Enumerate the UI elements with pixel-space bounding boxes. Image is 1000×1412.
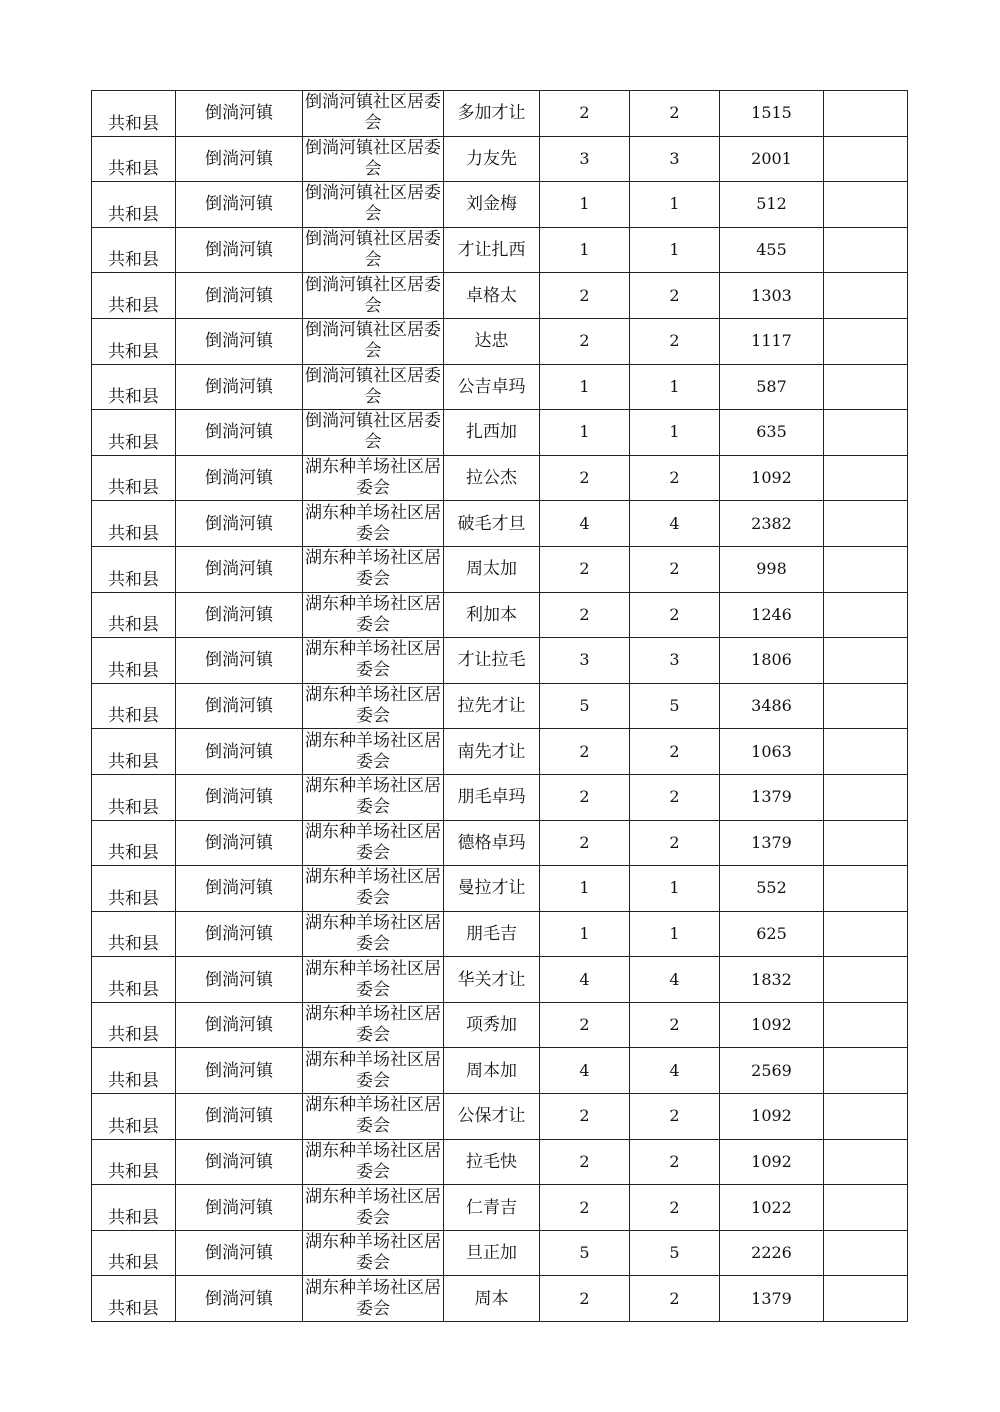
count-2-cell: 2 — [630, 820, 720, 866]
count-1-cell: 1 — [540, 182, 630, 228]
community-cell: 湖东种羊场社区居委会 — [303, 683, 444, 729]
community-cell: 湖东种羊场社区居委会 — [303, 1230, 444, 1276]
count-2-cell: 2 — [630, 1002, 720, 1048]
amount-cell: 1515 — [720, 91, 824, 137]
amount-cell: 635 — [720, 410, 824, 456]
community-cell: 湖东种羊场社区居委会 — [303, 866, 444, 912]
amount-cell: 1022 — [720, 1185, 824, 1231]
table-row — [92, 91, 908, 137]
amount-cell: 455 — [720, 227, 824, 273]
amount-cell: 1832 — [720, 957, 824, 1003]
table-row — [92, 501, 908, 547]
county-cell: 共和县 — [92, 410, 176, 456]
table-row — [92, 410, 908, 456]
county-cell: 共和县 — [92, 683, 176, 729]
town-cell: 倒淌河镇 — [176, 1230, 303, 1276]
county-cell: 共和县 — [92, 820, 176, 866]
community-cell: 湖东种羊场社区居委会 — [303, 638, 444, 684]
table-row — [92, 182, 908, 228]
table-row — [92, 1230, 908, 1276]
town-cell: 倒淌河镇 — [176, 774, 303, 820]
amount-cell: 1117 — [720, 318, 824, 364]
note-cell — [824, 729, 908, 775]
community-cell: 湖东种羊场社区居委会 — [303, 774, 444, 820]
count-2-cell: 1 — [630, 364, 720, 410]
community-cell: 湖东种羊场社区居委会 — [303, 546, 444, 592]
count-1-cell: 2 — [540, 774, 630, 820]
count-2-cell: 1 — [630, 182, 720, 228]
county-cell: 共和县 — [92, 1139, 176, 1185]
county-cell: 共和县 — [92, 364, 176, 410]
town-cell: 倒淌河镇 — [176, 1002, 303, 1048]
town-cell: 倒淌河镇 — [176, 182, 303, 228]
amount-cell: 587 — [720, 364, 824, 410]
count-2-cell: 1 — [630, 866, 720, 912]
count-1-cell: 2 — [540, 1185, 630, 1231]
count-2-cell: 2 — [630, 273, 720, 319]
amount-cell: 998 — [720, 546, 824, 592]
name-cell: 公保才让 — [444, 1094, 540, 1140]
town-cell: 倒淌河镇 — [176, 820, 303, 866]
county-cell: 共和县 — [92, 501, 176, 547]
amount-cell: 512 — [720, 182, 824, 228]
table-row — [92, 1276, 908, 1322]
name-cell: 周本 — [444, 1276, 540, 1322]
table-row — [92, 957, 908, 1003]
community-cell: 倒淌河镇社区居委会 — [303, 182, 444, 228]
count-1-cell: 2 — [540, 592, 630, 638]
amount-cell: 2226 — [720, 1230, 824, 1276]
table-row — [92, 592, 908, 638]
note-cell — [824, 410, 908, 456]
community-cell: 湖东种羊场社区居委会 — [303, 729, 444, 775]
amount-cell: 2569 — [720, 1048, 824, 1094]
amount-cell: 2382 — [720, 501, 824, 547]
town-cell: 倒淌河镇 — [176, 957, 303, 1003]
town-cell: 倒淌河镇 — [176, 227, 303, 273]
table-row — [92, 1002, 908, 1048]
count-1-cell: 3 — [540, 136, 630, 182]
count-2-cell: 4 — [630, 957, 720, 1003]
note-cell — [824, 1002, 908, 1048]
town-cell: 倒淌河镇 — [176, 1094, 303, 1140]
name-cell: 才让拉毛 — [444, 638, 540, 684]
amount-cell: 1379 — [720, 774, 824, 820]
town-cell: 倒淌河镇 — [176, 91, 303, 137]
name-cell: 曼拉才让 — [444, 866, 540, 912]
table-row — [92, 1048, 908, 1094]
table-row — [92, 364, 908, 410]
note-cell — [824, 1139, 908, 1185]
name-cell: 利加本 — [444, 592, 540, 638]
amount-cell: 1379 — [720, 820, 824, 866]
count-2-cell: 2 — [630, 592, 720, 638]
name-cell: 拉公杰 — [444, 455, 540, 501]
note-cell — [824, 1185, 908, 1231]
table-row — [92, 729, 908, 775]
amount-cell: 1303 — [720, 273, 824, 319]
community-cell: 湖东种羊场社区居委会 — [303, 911, 444, 957]
table-row — [92, 683, 908, 729]
community-cell: 湖东种羊场社区居委会 — [303, 1002, 444, 1048]
town-cell: 倒淌河镇 — [176, 501, 303, 547]
count-1-cell: 2 — [540, 273, 630, 319]
table-row — [92, 136, 908, 182]
community-cell: 倒淌河镇社区居委会 — [303, 318, 444, 364]
name-cell: 刘金梅 — [444, 182, 540, 228]
count-2-cell: 2 — [630, 729, 720, 775]
name-cell: 拉毛快 — [444, 1139, 540, 1185]
amount-cell: 1063 — [720, 729, 824, 775]
town-cell: 倒淌河镇 — [176, 318, 303, 364]
count-1-cell: 1 — [540, 364, 630, 410]
note-cell — [824, 136, 908, 182]
table-body — [92, 91, 908, 1322]
town-cell: 倒淌河镇 — [176, 683, 303, 729]
count-1-cell: 1 — [540, 911, 630, 957]
community-cell: 倒淌河镇社区居委会 — [303, 410, 444, 456]
count-2-cell: 2 — [630, 455, 720, 501]
amount-cell: 1092 — [720, 455, 824, 501]
name-cell: 卓格太 — [444, 273, 540, 319]
amount-cell: 2001 — [720, 136, 824, 182]
community-cell: 湖东种羊场社区居委会 — [303, 1094, 444, 1140]
county-cell: 共和县 — [92, 318, 176, 364]
county-cell: 共和县 — [92, 136, 176, 182]
note-cell — [824, 1230, 908, 1276]
amount-cell: 1092 — [720, 1094, 824, 1140]
amount-cell: 3486 — [720, 683, 824, 729]
name-cell: 破毛才旦 — [444, 501, 540, 547]
count-2-cell: 1 — [630, 410, 720, 456]
county-cell: 共和县 — [92, 1048, 176, 1094]
town-cell: 倒淌河镇 — [176, 546, 303, 592]
town-cell: 倒淌河镇 — [176, 1185, 303, 1231]
count-1-cell: 2 — [540, 1276, 630, 1322]
county-cell: 共和县 — [92, 1094, 176, 1140]
count-2-cell: 2 — [630, 1276, 720, 1322]
county-cell: 共和县 — [92, 1002, 176, 1048]
community-cell: 湖东种羊场社区居委会 — [303, 1185, 444, 1231]
table-row — [92, 273, 908, 319]
county-cell: 共和县 — [92, 638, 176, 684]
count-2-cell: 2 — [630, 1185, 720, 1231]
town-cell: 倒淌河镇 — [176, 729, 303, 775]
town-cell: 倒淌河镇 — [176, 638, 303, 684]
note-cell — [824, 774, 908, 820]
name-cell: 力友先 — [444, 136, 540, 182]
count-1-cell: 1 — [540, 410, 630, 456]
household-table — [91, 90, 908, 1322]
count-1-cell: 3 — [540, 638, 630, 684]
note-cell — [824, 227, 908, 273]
table-row — [92, 546, 908, 592]
count-2-cell: 5 — [630, 683, 720, 729]
county-cell: 共和县 — [92, 592, 176, 638]
amount-cell: 625 — [720, 911, 824, 957]
amount-cell: 552 — [720, 866, 824, 912]
name-cell: 华关才让 — [444, 957, 540, 1003]
town-cell: 倒淌河镇 — [176, 911, 303, 957]
table-row — [92, 820, 908, 866]
note-cell — [824, 1276, 908, 1322]
name-cell: 多加才让 — [444, 91, 540, 137]
name-cell: 周本加 — [444, 1048, 540, 1094]
count-1-cell: 5 — [540, 1230, 630, 1276]
town-cell: 倒淌河镇 — [176, 136, 303, 182]
name-cell: 朋毛吉 — [444, 911, 540, 957]
count-1-cell: 2 — [540, 455, 630, 501]
name-cell: 朋毛卓玛 — [444, 774, 540, 820]
note-cell — [824, 501, 908, 547]
name-cell: 仁青吉 — [444, 1185, 540, 1231]
note-cell — [824, 1048, 908, 1094]
count-1-cell: 2 — [540, 546, 630, 592]
town-cell: 倒淌河镇 — [176, 592, 303, 638]
county-cell: 共和县 — [92, 182, 176, 228]
community-cell: 倒淌河镇社区居委会 — [303, 91, 444, 137]
name-cell: 周太加 — [444, 546, 540, 592]
town-cell: 倒淌河镇 — [176, 455, 303, 501]
count-1-cell: 5 — [540, 683, 630, 729]
note-cell — [824, 182, 908, 228]
table-row — [92, 455, 908, 501]
count-2-cell: 4 — [630, 1048, 720, 1094]
count-1-cell: 2 — [540, 1002, 630, 1048]
county-cell: 共和县 — [92, 1185, 176, 1231]
note-cell — [824, 592, 908, 638]
name-cell: 德格卓玛 — [444, 820, 540, 866]
county-cell: 共和县 — [92, 1230, 176, 1276]
name-cell: 南先才让 — [444, 729, 540, 775]
note-cell — [824, 364, 908, 410]
count-2-cell: 2 — [630, 1139, 720, 1185]
note-cell — [824, 911, 908, 957]
count-2-cell: 1 — [630, 227, 720, 273]
count-1-cell: 2 — [540, 91, 630, 137]
name-cell: 项秀加 — [444, 1002, 540, 1048]
community-cell: 湖东种羊场社区居委会 — [303, 957, 444, 1003]
count-2-cell: 2 — [630, 1094, 720, 1140]
town-cell: 倒淌河镇 — [176, 1139, 303, 1185]
note-cell — [824, 866, 908, 912]
town-cell: 倒淌河镇 — [176, 866, 303, 912]
note-cell — [824, 957, 908, 1003]
community-cell: 倒淌河镇社区居委会 — [303, 227, 444, 273]
town-cell: 倒淌河镇 — [176, 1276, 303, 1322]
town-cell: 倒淌河镇 — [176, 273, 303, 319]
count-1-cell: 4 — [540, 957, 630, 1003]
count-2-cell: 5 — [630, 1230, 720, 1276]
count-1-cell: 2 — [540, 1094, 630, 1140]
county-cell: 共和县 — [92, 957, 176, 1003]
town-cell: 倒淌河镇 — [176, 1048, 303, 1094]
town-cell: 倒淌河镇 — [176, 364, 303, 410]
count-1-cell: 4 — [540, 1048, 630, 1094]
count-1-cell: 1 — [540, 866, 630, 912]
community-cell: 湖东种羊场社区居委会 — [303, 820, 444, 866]
table-row — [92, 318, 908, 364]
name-cell: 公吉卓玛 — [444, 364, 540, 410]
note-cell — [824, 638, 908, 684]
table-row — [92, 774, 908, 820]
note-cell — [824, 683, 908, 729]
table-row — [92, 227, 908, 273]
count-2-cell: 3 — [630, 136, 720, 182]
note-cell — [824, 820, 908, 866]
name-cell: 才让扎西 — [444, 227, 540, 273]
name-cell: 扎西加 — [444, 410, 540, 456]
table-row — [92, 1185, 908, 1231]
county-cell: 共和县 — [92, 227, 176, 273]
amount-cell: 1246 — [720, 592, 824, 638]
name-cell: 拉先才让 — [444, 683, 540, 729]
county-cell: 共和县 — [92, 1276, 176, 1322]
count-2-cell: 2 — [630, 91, 720, 137]
community-cell: 倒淌河镇社区居委会 — [303, 273, 444, 319]
count-1-cell: 2 — [540, 729, 630, 775]
community-cell: 倒淌河镇社区居委会 — [303, 136, 444, 182]
count-2-cell: 2 — [630, 546, 720, 592]
county-cell: 共和县 — [92, 546, 176, 592]
town-cell: 倒淌河镇 — [176, 410, 303, 456]
count-2-cell: 2 — [630, 318, 720, 364]
name-cell: 旦正加 — [444, 1230, 540, 1276]
amount-cell: 1092 — [720, 1002, 824, 1048]
county-cell: 共和县 — [92, 866, 176, 912]
count-1-cell: 2 — [540, 820, 630, 866]
name-cell: 达忠 — [444, 318, 540, 364]
note-cell — [824, 318, 908, 364]
county-cell: 共和县 — [92, 911, 176, 957]
table-row — [92, 638, 908, 684]
count-2-cell: 3 — [630, 638, 720, 684]
county-cell: 共和县 — [92, 91, 176, 137]
amount-cell: 1379 — [720, 1276, 824, 1322]
community-cell: 湖东种羊场社区居委会 — [303, 1276, 444, 1322]
count-2-cell: 1 — [630, 911, 720, 957]
note-cell — [824, 1094, 908, 1140]
community-cell: 湖东种羊场社区居委会 — [303, 455, 444, 501]
count-2-cell: 2 — [630, 774, 720, 820]
count-1-cell: 4 — [540, 501, 630, 547]
county-cell: 共和县 — [92, 774, 176, 820]
note-cell — [824, 546, 908, 592]
table-row — [92, 1139, 908, 1185]
table-row — [92, 911, 908, 957]
amount-cell: 1092 — [720, 1139, 824, 1185]
community-cell: 湖东种羊场社区居委会 — [303, 1139, 444, 1185]
note-cell — [824, 455, 908, 501]
table-row — [92, 1094, 908, 1140]
community-cell: 湖东种羊场社区居委会 — [303, 592, 444, 638]
count-1-cell: 2 — [540, 1139, 630, 1185]
community-cell: 湖东种羊场社区居委会 — [303, 1048, 444, 1094]
county-cell: 共和县 — [92, 729, 176, 775]
community-cell: 倒淌河镇社区居委会 — [303, 364, 444, 410]
count-1-cell: 1 — [540, 227, 630, 273]
table-row — [92, 866, 908, 912]
count-2-cell: 4 — [630, 501, 720, 547]
amount-cell: 1806 — [720, 638, 824, 684]
note-cell — [824, 273, 908, 319]
community-cell: 湖东种羊场社区居委会 — [303, 501, 444, 547]
county-cell: 共和县 — [92, 455, 176, 501]
note-cell — [824, 91, 908, 137]
count-1-cell: 2 — [540, 318, 630, 364]
county-cell: 共和县 — [92, 273, 176, 319]
